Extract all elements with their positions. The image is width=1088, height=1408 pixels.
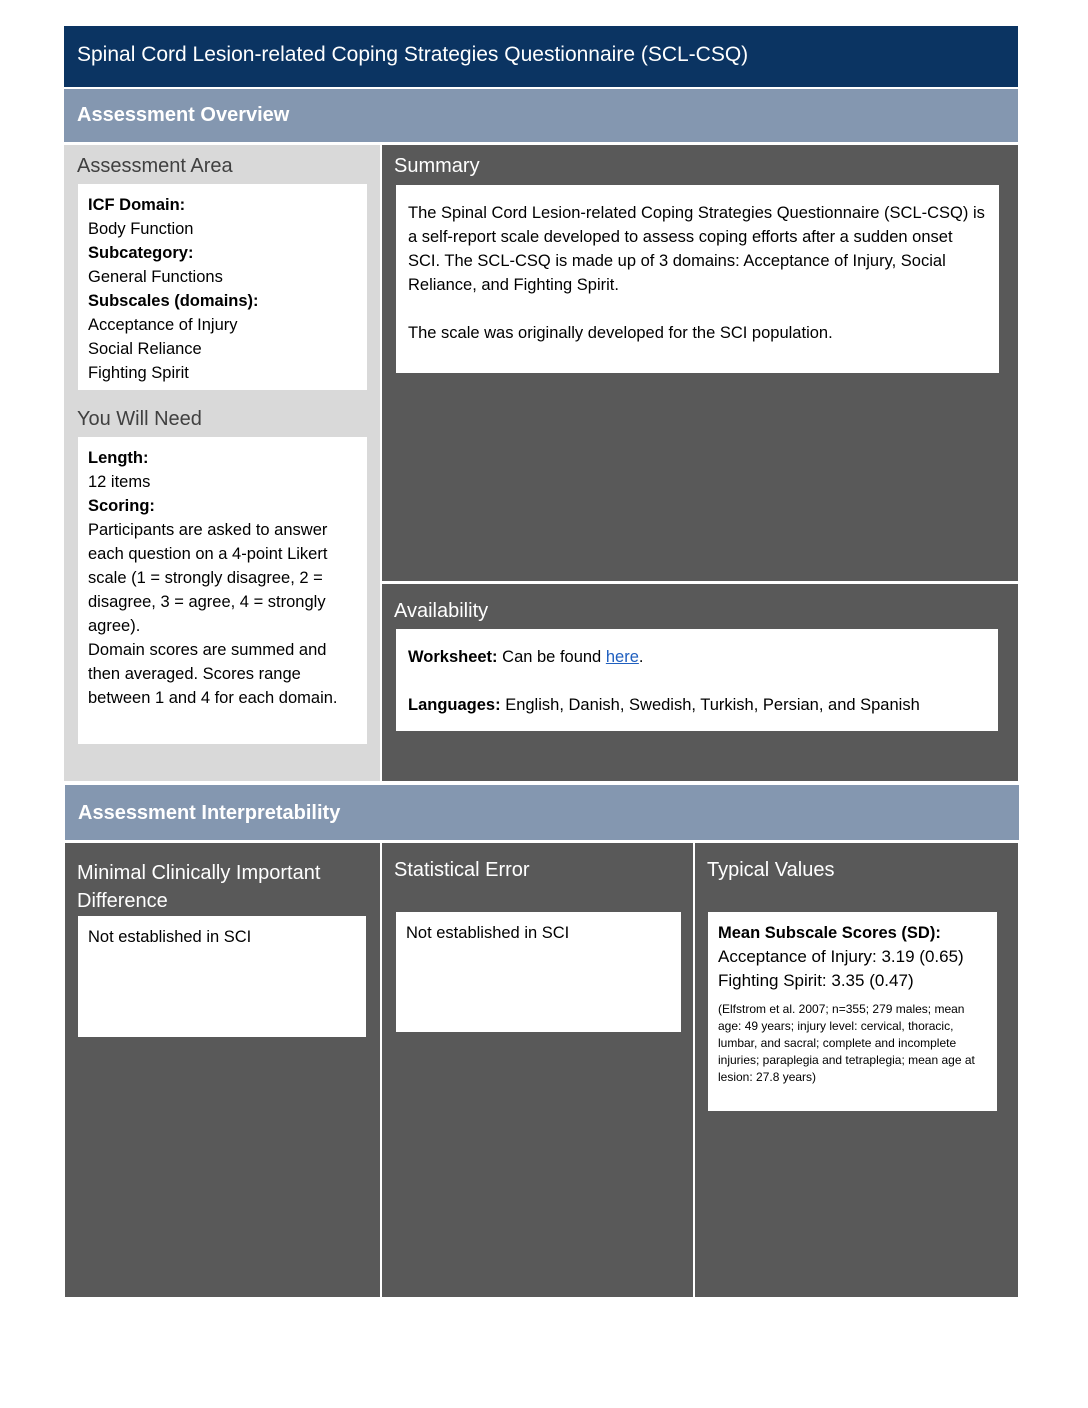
worksheet-label: Worksheet: <box>408 648 498 666</box>
interpretability-section-heading: Assessment Interpretability <box>65 785 1019 840</box>
you-will-need-box <box>78 437 367 744</box>
assessment-area-box <box>78 184 367 390</box>
typical-value-line: Fighting Spirit: 3.35 (0.47) <box>718 971 914 990</box>
you-will-need-heading: You Will Need <box>77 408 202 430</box>
typical-value-line: Acceptance of Injury: 3.19 (0.65) <box>718 947 964 966</box>
assessment-area-heading: Assessment Area <box>77 155 233 177</box>
length-label: Length: <box>88 449 149 467</box>
worksheet-link[interactable]: here <box>605 648 639 666</box>
page-title: Spinal Cord Lesion-related Coping Strategies Questionnaire (SCL-CSQ) <box>64 26 1018 87</box>
subscale-item: Acceptance of Injury <box>88 316 238 334</box>
scoring-text-2: Domain scores are summed and then averaged. Scores range between 1 and 4 for each domain. <box>88 641 338 707</box>
summary-heading: Summary <box>394 155 480 177</box>
subcategory-label: Subcategory: <box>88 244 194 262</box>
length-value: 12 items <box>88 473 151 491</box>
worksheet-text: Can be found <box>502 648 602 666</box>
mcid-heading: Minimal Clinically Important Difference <box>77 862 321 912</box>
mcid-box <box>78 916 366 1037</box>
statistical-error-heading: Statistical Error <box>394 859 530 881</box>
scoring-text: Participants are asked to answer each question on a 4-point Likert scale (1 = strongly disagree, 2 = disagree, 3 = agree, 4 = strongly agree). <box>88 521 328 635</box>
subscale-item: Fighting Spirit <box>88 364 189 382</box>
typical-values-heading: Typical Values <box>707 859 835 881</box>
subcategory-value: General Functions <box>88 268 223 286</box>
availability-heading: Availability <box>394 600 489 622</box>
statistical-error-text: Not established in SCI <box>406 924 570 942</box>
summary-box <box>396 185 999 373</box>
typical-values-citation: (Elfstrom et al. 2007; n=355; 279 males; mean age: 49 years; injury level: cervical, thoracic, lumbar, and sacral; complete and incomplete injuries; paraplegia and tetraplegia; mean age at lesion: 27.8 years) <box>718 1002 975 1084</box>
subscales-label: Subscales (domains): <box>88 292 259 310</box>
icf-domain-label: ICF Domain: <box>88 196 186 214</box>
mean-subscale-label: Mean Subscale Scores (SD): <box>718 924 941 942</box>
statistical-error-box <box>396 912 681 1032</box>
languages-text: English, Danish, Swedish, Turkish, Persian, and Spanish <box>505 696 920 714</box>
subscale-item: Social Reliance <box>88 340 202 358</box>
typical-values-box <box>708 912 997 1111</box>
summary-paragraph-1: The Spinal Cord Lesion-related Coping Strategies Questionnaire (SCL-CSQ) is a self-report scale developed to assess coping efforts after a sudden onset SCI. The SCL-CSQ is made up of 3 domains: Acceptance of Injury, Social Reliance, and Fighting Spirit. <box>408 204 985 294</box>
icf-domain-value: Body Function <box>88 220 194 238</box>
summary-paragraph-2: The scale was originally developed for the SCI population. <box>408 324 833 342</box>
scoring-label: Scoring: <box>88 497 155 515</box>
languages-label: Languages: <box>408 696 501 714</box>
worksheet-period: . <box>638 648 644 666</box>
mcid-text: Not established in SCI <box>88 928 252 946</box>
availability-box <box>396 629 998 731</box>
overview-section-heading: Assessment Overview <box>64 89 1018 142</box>
